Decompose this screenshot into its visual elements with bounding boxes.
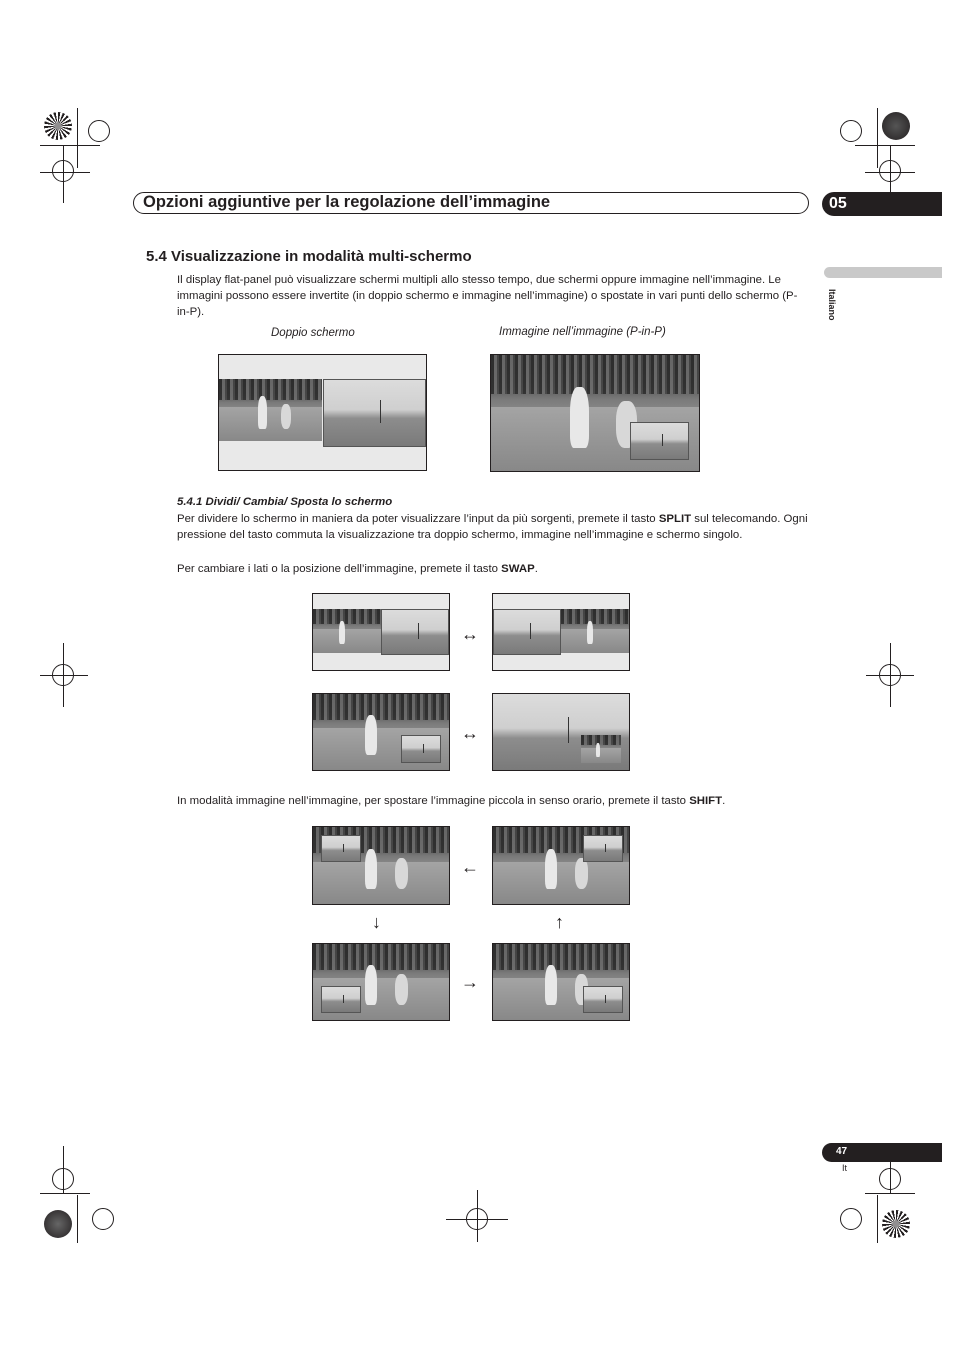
section-title: 5.4 Visualizzazione in modalità multi-schermo	[146, 248, 472, 265]
registration-crosshair-icon	[88, 120, 110, 142]
key-split: SPLIT	[658, 513, 692, 525]
crop-mark	[40, 145, 100, 146]
text-span: In modalità immagine nell’immagine, per spostare l’immagine piccola in senso orario, premete il tasto	[177, 795, 690, 807]
baseball-photo	[219, 379, 322, 441]
shift-bottom-right	[492, 943, 630, 1021]
dual-screen-illustration	[218, 354, 427, 471]
arrow-down-icon: ↓	[372, 912, 381, 932]
registration-target-icon	[44, 112, 72, 140]
subsection-title: 5.4.1 Dividi/ Cambia/ Sposta lo schermo	[177, 496, 393, 508]
paragraph-swap	[177, 561, 811, 577]
crop-mark	[877, 1195, 878, 1243]
registration-crosshair-icon	[52, 160, 74, 182]
text-span: Per cambiare i lati o la posizione dell’immagine, premete il tasto	[177, 563, 502, 575]
text-span: Per dividere lo schermo in maniera da poter visualizzare l’input da più sorgenti, premete il tasto	[177, 513, 659, 525]
text-span: sul telecomando. Ogni pressione del tasto commuta la visualizzazione tra doppio schermo, immagine nell’immagine e schermo singolo.	[177, 513, 808, 541]
paragraph-shift	[177, 793, 811, 809]
seascape-inset	[583, 986, 623, 1013]
registration-target-icon	[882, 1210, 910, 1238]
paragraph-split	[177, 511, 811, 543]
crop-mark	[40, 675, 88, 676]
crop-mark	[890, 643, 891, 707]
registration-crosshair-icon	[840, 120, 862, 142]
swap-dual-before	[312, 593, 450, 671]
crop-mark	[477, 1190, 478, 1242]
shift-top-right	[492, 826, 630, 905]
seascape-inset	[630, 422, 689, 460]
caption-dual-screen: Doppio schermo	[271, 327, 355, 339]
swap-pip-before	[312, 693, 450, 771]
shift-bottom-left	[312, 943, 450, 1021]
chapter-number: 05	[829, 195, 847, 212]
seascape-inset	[321, 835, 361, 862]
key-shift: SHIFT	[689, 795, 723, 807]
swap-dual-after	[492, 593, 630, 671]
language-tab	[824, 267, 942, 278]
crop-mark	[40, 1193, 90, 1194]
registration-target-icon	[882, 112, 910, 140]
text-span: .	[534, 563, 538, 575]
pip-illustration	[490, 354, 700, 472]
text-span: .	[722, 795, 726, 807]
seascape-photo	[493, 609, 561, 655]
crop-mark	[63, 643, 64, 707]
language-label: Italiano	[827, 289, 837, 321]
arrow-left-icon: ←	[461, 857, 479, 877]
registration-crosshair-icon	[879, 160, 901, 182]
baseball-photo	[313, 609, 381, 653]
registration-crosshair-icon	[92, 1208, 114, 1230]
crop-mark	[77, 1195, 78, 1243]
baseball-inset	[581, 735, 621, 763]
double-arrow-icon: ↔	[461, 624, 479, 644]
seascape-inset	[401, 735, 441, 763]
swap-pip-after	[492, 693, 630, 771]
caption-pip: Immagine nell’immagine (P-in-P)	[499, 326, 666, 338]
crop-mark	[877, 108, 878, 168]
registration-target-icon	[44, 1210, 72, 1238]
crop-mark	[77, 108, 78, 168]
key-swap: SWAP	[501, 563, 535, 575]
seascape-photo	[323, 379, 426, 447]
page-number: 47	[836, 1146, 848, 1157]
seascape-photo	[381, 609, 449, 655]
section-intro: Il display flat-panel può visualizzare schermi multipli allo stesso tempo, due schermi oppure immagine nell’immagine. Le immagini possono essere invertite (in doppio schermo e immagine nell’immagine) o spostate in vari punti dello schermo (P-in-P).	[177, 274, 798, 318]
page-language-code: It	[842, 1163, 848, 1173]
shift-top-left	[312, 826, 450, 905]
crop-mark	[63, 1146, 64, 1194]
registration-crosshair-icon	[840, 1208, 862, 1230]
seascape-inset	[583, 835, 623, 862]
seascape-inset	[321, 986, 361, 1013]
chapter-title: Opzioni aggiuntive per la regolazione dell’immagine	[143, 193, 551, 211]
baseball-photo	[561, 609, 629, 653]
double-arrow-icon: ↔	[461, 723, 479, 743]
arrow-up-icon: ↑	[555, 912, 564, 932]
crop-mark	[855, 145, 915, 146]
arrow-right-icon: →	[461, 972, 479, 992]
